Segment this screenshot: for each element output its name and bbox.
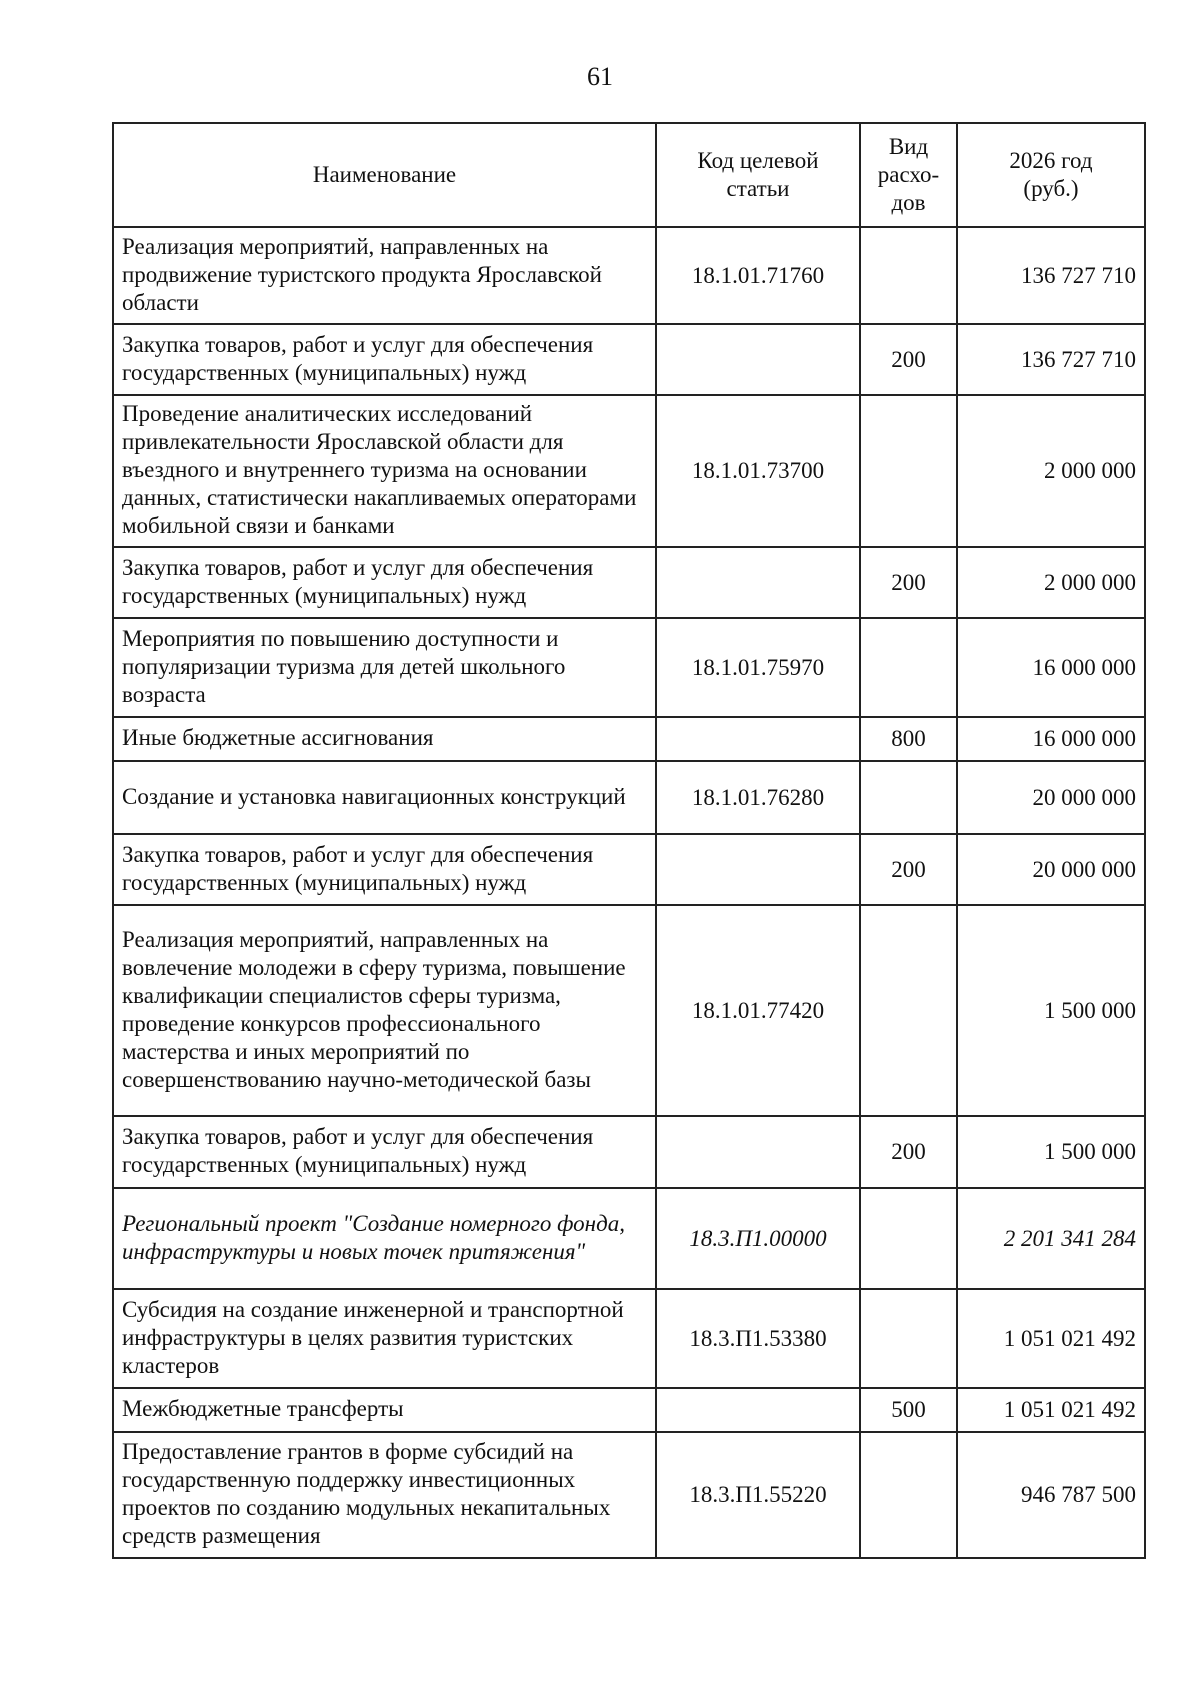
row-name: Проведение аналитических исследований привлекательности Ярославской области для въездного и внутреннего туризма на основании данных, статистически накапливаемых операторами мобильной связи и банками [113,395,656,547]
row-sum: 2 201 341 284 [957,1188,1145,1289]
row-code: 18.1.01.77420 [656,905,860,1116]
row-kind: 200 [860,324,957,395]
header-sum: 2026 год (руб.) [957,123,1145,227]
table-row [113,761,1145,834]
row-code [656,717,860,761]
row-kind: 200 [860,547,957,618]
row-name: Создание и установка навигационных конструкций [113,761,656,834]
table-row [113,834,1145,905]
row-name: Закупка товаров, работ и услуг для обеспечения государственных (муниципальных) нужд [113,324,656,395]
row-name: Реализация мероприятий, направленных на вовлечение молодежи в сферу туризма, повышение квалификации специалистов сферы туризма, проведение конкурсов профессионального мастерства и иных мероприятий по совершенствованию научно-методической базы [113,905,656,1116]
row-name: Мероприятия по повышению доступности и популяризации туризма для детей школьного возраста [113,618,656,717]
table-row [113,1432,1145,1558]
table-header-row [113,123,1145,227]
row-code: 18.3.П1.53380 [656,1289,860,1388]
table-row [113,395,1145,547]
row-sum: 16 000 000 [957,717,1145,761]
row-sum: 136 727 710 [957,324,1145,395]
row-kind [860,1432,957,1558]
row-code: 18.1.01.75970 [656,618,860,717]
row-kind: 500 [860,1388,957,1432]
row-code [656,324,860,395]
row-sum: 16 000 000 [957,618,1145,717]
budget-table [112,122,1146,1559]
row-kind [860,395,957,547]
row-sum: 20 000 000 [957,761,1145,834]
table-row [113,324,1145,395]
row-name: Межбюджетные трансферты [113,1388,656,1432]
row-name: Закупка товаров, работ и услуг для обеспечения государственных (муниципальных) нужд [113,547,656,618]
header-kind: Вид расхо-дов [860,123,957,227]
row-kind: 800 [860,717,957,761]
row-sum: 2 000 000 [957,395,1145,547]
table-row [113,227,1145,324]
row-code: 18.1.01.73700 [656,395,860,547]
row-sum: 1 051 021 492 [957,1289,1145,1388]
row-code [656,1116,860,1188]
row-sum: 1 500 000 [957,905,1145,1116]
row-name: Закупка товаров, работ и услуг для обеспечения государственных (муниципальных) нужд [113,1116,656,1188]
table-row [113,717,1145,761]
header-name: Наименование [113,123,656,227]
row-kind [860,1289,957,1388]
row-sum: 20 000 000 [957,834,1145,905]
row-name: Закупка товаров, работ и услуг для обеспечения государственных (муниципальных) нужд [113,834,656,905]
row-code: 18.1.01.71760 [656,227,860,324]
row-kind [860,1188,957,1289]
row-name: Региональный проект "Создание номерного фонда, инфраструктуры и новых точек притяжения" [113,1188,656,1289]
row-kind [860,618,957,717]
table-row [113,1116,1145,1188]
row-name: Реализация мероприятий, направленных на продвижение туристского продукта Ярославской области [113,227,656,324]
row-sum: 136 727 710 [957,227,1145,324]
table-row [113,1289,1145,1388]
row-name: Предоставление грантов в форме субсидий на государственную поддержку инвестиционных проектов по созданию модульных некапитальных средств размещения [113,1432,656,1558]
table-row [113,547,1145,618]
row-sum: 1 051 021 492 [957,1388,1145,1432]
table-row-project [113,1188,1145,1289]
row-code: 18.3.П1.55220 [656,1432,860,1558]
table-row [113,1388,1145,1432]
row-kind [860,905,957,1116]
table-row [113,905,1145,1116]
row-code [656,1388,860,1432]
row-name: Иные бюджетные ассигнования [113,717,656,761]
row-sum: 2 000 000 [957,547,1145,618]
table-row [113,618,1145,717]
row-code [656,834,860,905]
row-kind: 200 [860,1116,957,1188]
row-kind [860,761,957,834]
page-number: 61 [587,62,613,91]
row-sum: 1 500 000 [957,1116,1145,1188]
row-code [656,547,860,618]
row-sum: 946 787 500 [957,1432,1145,1558]
row-kind [860,227,957,324]
header-code: Код целевой статьи [656,123,860,227]
row-name: Субсидия на создание инженерной и транспортной инфраструктуры в целях развития туристских кластеров [113,1289,656,1388]
row-kind: 200 [860,834,957,905]
row-code: 18.1.01.76280 [656,761,860,834]
row-code: 18.3.П1.00000 [656,1188,860,1289]
